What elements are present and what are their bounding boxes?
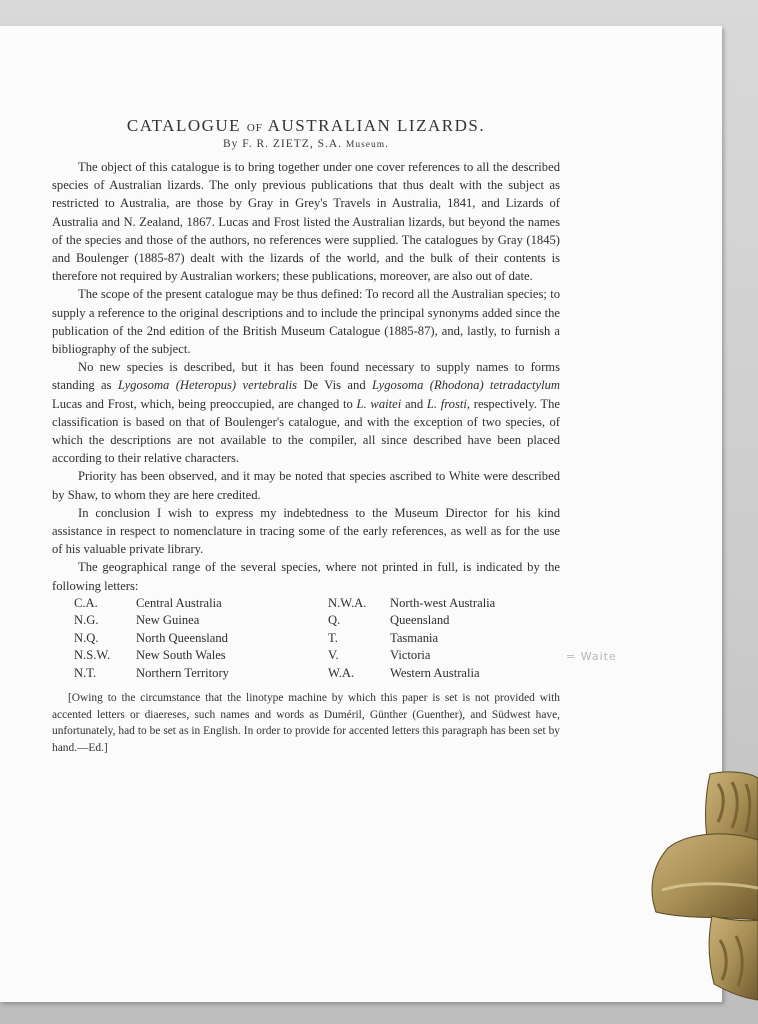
paragraph-intro: The object of this catalogue is to bring together under one cover references to all the described species of Australian lizards. The only previous publications that thus dealt with the subject as restricted to Australia, are those by Gray in Grey's Travels in Australia, 1841, and Lizards of Australia and N. Zealand, 1867. Lucas and Frost listed the Australian lizards, but beyond the names of the species and those of the authors, no references were supplied. The catalogues by Gray (1845) and Boulenger (1885-87) dealt with the lizards of the world, and the bulk of their contents is therefore not required by Australian workers; these publications, moreover, are also out of date. (52, 160, 560, 284)
range-code: C.A. (74, 595, 98, 610)
pencil-margin-note: = Waite (566, 650, 617, 663)
range-name: Northern Territory (136, 665, 229, 680)
range-codes-table (72, 595, 560, 682)
range-name: Victoria (390, 648, 431, 663)
editor-note: [Owing to the circumstance that the linotype machine by which this paper is set is not provided with accented letters or diaereses, such names and words as Duméril, Günther (Guenther), and Südwest have, unfortunately, had to be set as in English. In order to provide for accented letters this paragraph has been set by hand.—Ed.] (52, 691, 560, 754)
range-code: Q. (328, 613, 341, 628)
paragraph-new-species: No new species is described, but it has been found necessary to supply names to forms standing as Lygosoma (Heteropus) vertebralis De Vis and Lygosoma (Rhodona) tetradactylum Lucas and Frost, which, being preoccupied, are changed to L. waitei and L. frosti, respectively. The classification is based on that of Boulenger's catalogue, and with the exception of two species, of which the descriptions are not available to the compiler, all since described have been placed according to their relative characters. (52, 360, 560, 466)
range-code: N.Q. (74, 630, 99, 645)
range-name: Queensland (390, 613, 450, 628)
brass-binder-clip-icon (648, 770, 758, 1005)
range-name: Central Australia (136, 595, 222, 610)
range-name: Tasmania (390, 630, 439, 645)
document-page (0, 26, 722, 1002)
range-code: V. (328, 648, 339, 663)
range-code: N.G. (74, 613, 99, 628)
range-name: Western Australia (390, 665, 480, 680)
paragraph-acknowledgement: In conclusion I wish to express my indebtedness to the Museum Director for his kind assistance in respect to nomenclature in tracing some of the early references, as well as for the use of his valuable private library. (52, 505, 560, 557)
range-code: N.T. (74, 665, 97, 680)
range-name: North Queensland (136, 630, 228, 645)
document-content (52, 116, 560, 756)
range-name: New South Wales (136, 648, 226, 663)
range-code: N.W.A. (328, 595, 367, 610)
author-byline: By F. R. ZIETZ, S.A. Museum. (222, 138, 390, 150)
range-name: New Guinea (136, 613, 200, 628)
range-name: North-west Australia (390, 595, 496, 610)
document-title: CATALOGUE OF AUSTRALIAN LIZARDS. (126, 116, 486, 135)
range-code: T. (328, 630, 338, 645)
paragraph-priority: Priority has been observed, and it may be noted that species ascribed to White were described by Shaw, to whom they are here credited. (52, 469, 560, 502)
paragraph-scope: The scope of the present catalogue may be thus defined: To record all the Australian species; to supply a reference to the original descriptions and to include the principal synonyms added since the publication of the 2nd edition of the British Museum Catalogue (1885-87), and, lastly, to furnish a bibliography of the subject. (52, 287, 560, 357)
range-code: W.A. (328, 665, 355, 680)
range-code: N.S.W. (74, 648, 111, 663)
paragraph-range-intro: The geographical range of the several species, where not printed in full, is indicated by the following letters: (52, 560, 560, 593)
